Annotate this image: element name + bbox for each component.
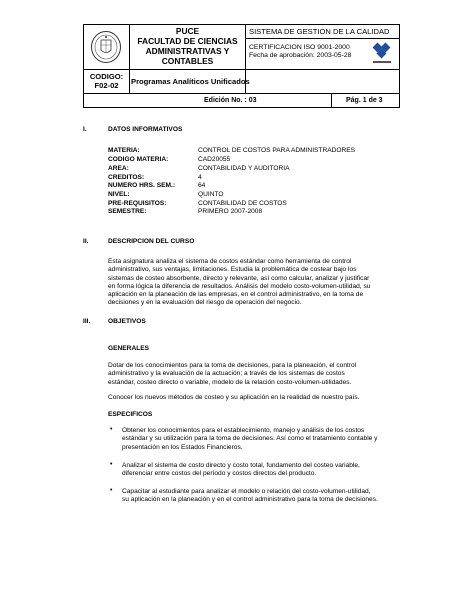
institution-line: PUCE [175, 26, 200, 36]
paragraph-line: Dotar de los conocimientos para la toma de decisiones, para la planeación, el control [108, 362, 357, 369]
edition-number: Edición No. : 03 [204, 97, 257, 104]
university-seal-cell [84, 25, 129, 69]
info-value: QUINTO [198, 191, 224, 198]
approval-date: Fecha de aprobación: 2003-05-28 [249, 52, 352, 59]
paragraph-line: sistemas de costeo absorbente, directo y relevante, así como calcular, analizar y justificar [108, 274, 370, 282]
paragraph-line: en forma lógica la diferencia de resultados. Análisis del modelo costo-volumen-utilidad, su [108, 282, 371, 290]
info-label: CREDITOS: [108, 174, 145, 181]
info-label: SEMESTRE: [108, 208, 147, 215]
paragraph-line: Obtener los conocimientos para el establecimiento, manejo y análisis de los costos [122, 427, 365, 434]
specific-objectives-title: ESPECIFICOS [108, 411, 153, 418]
paragraph-line: estándar, costeo directo o variable, modelo de la relación costo-volumen-utilidades. [108, 378, 352, 386]
paragraph-line: presentación en los Estados Financieros. [122, 443, 243, 451]
certification-logo-icon [371, 42, 393, 66]
general-objectives-paragraph [108, 362, 400, 387]
section-number: I. [83, 126, 87, 133]
section-number: II. [83, 238, 89, 245]
section-number: III. [83, 318, 91, 325]
page-number: Pág. 1 de 3 [346, 97, 383, 104]
info-value: 4 [198, 174, 202, 181]
institution-line: FACULTAD DE CIENCIAS [137, 36, 238, 46]
general-objectives-paragraph-2: Conocer los nuevos métodos de costeo y su aplicación en la realidad de nuestro país. [108, 394, 360, 401]
bullet-icon: • [110, 461, 113, 468]
code-value: F02-02 [94, 81, 119, 90]
code-label: CODIGO: [89, 72, 124, 81]
info-value: CONTABILIDAD Y AUDITORIA [198, 165, 290, 172]
info-label: NIVEL: [108, 191, 130, 198]
info-value: CAD20055 [198, 156, 231, 163]
code-cell [84, 70, 129, 93]
info-value: 64 [198, 182, 206, 189]
paragraph-line: Capacitar al estudiante para analizar el modelo o relación del costo-volumen-utilidad, [122, 488, 371, 495]
info-label: CODIGO MATERIA: [108, 156, 169, 163]
info-label: NUMERO HRS. SEM.: [108, 182, 176, 189]
university-seal-icon [90, 30, 122, 64]
section-title: DATOS INFORMATIVOS [108, 126, 183, 133]
paragraph-line: diferenciar entre costos del período y costos directos del producto. [122, 470, 317, 478]
general-objectives-title: GENERALES [108, 345, 150, 352]
paragraph-line: Esta asignatura analiza el sistema de costos estándar como herramienta de control [108, 258, 352, 265]
document-header [83, 24, 400, 108]
info-label: MATERIA: [108, 147, 140, 154]
info-value: CONTROL DE COSTOS PARA ADMINISTRADORES [198, 147, 356, 154]
paragraph-line: aplicación en la planeación de las empresas, en el control administrativo, en la toma de [108, 291, 364, 299]
info-value: CONTABILIDAD DE COSTOS [198, 200, 287, 207]
certification-text: CERTIFICACION ISO 9001-2000 [249, 44, 350, 51]
specific-objective-item [122, 488, 400, 505]
paragraph-line: administrativo y la evaluación de la actuación; a través de los sistemas de costos [108, 370, 345, 378]
quality-system-title: SISTEMA DE GESTION DE LA CALIDAD [249, 27, 390, 36]
specific-objective-item [122, 462, 400, 479]
bullet-icon: • [110, 487, 113, 494]
section-title: DESCRIPCION DEL CURSO [108, 238, 195, 245]
info-label: AREA: [108, 165, 129, 172]
institution-line: ADMINISTRATIVAS Y [145, 46, 230, 56]
paragraph-line: su aplicación en la planeación y en el control administrativo para la toma de decisiones. [122, 496, 378, 504]
section-title: OBJETIVOS [108, 318, 146, 325]
institution-line: CONTABLES [161, 56, 214, 66]
specific-objective-item [122, 427, 400, 452]
bullet-icon: • [110, 426, 113, 433]
institution-name [130, 26, 245, 70]
paragraph-line: estándar y su utilización para la toma de decisiones. Así como el tratamiento contable y [122, 435, 378, 443]
certification-block [247, 44, 365, 60]
paragraph-line: decisiones y en la evaluación del riesgo de operación del negocio. [108, 299, 302, 307]
paragraph-line: administrativo, sus ventajas, limitaciones. Estudia la problemática de costear bajo los [108, 266, 357, 274]
info-label: PRE-REQUISITOS: [108, 200, 167, 207]
program-title: Programas Analíticos Unificados [131, 77, 250, 86]
paragraph-line: Analizar el sistema de costo directo y costo total, fundamento del costeo variable, [122, 462, 360, 469]
info-value: PRIMERO 2007-2008 [198, 208, 263, 215]
course-description [108, 258, 400, 308]
